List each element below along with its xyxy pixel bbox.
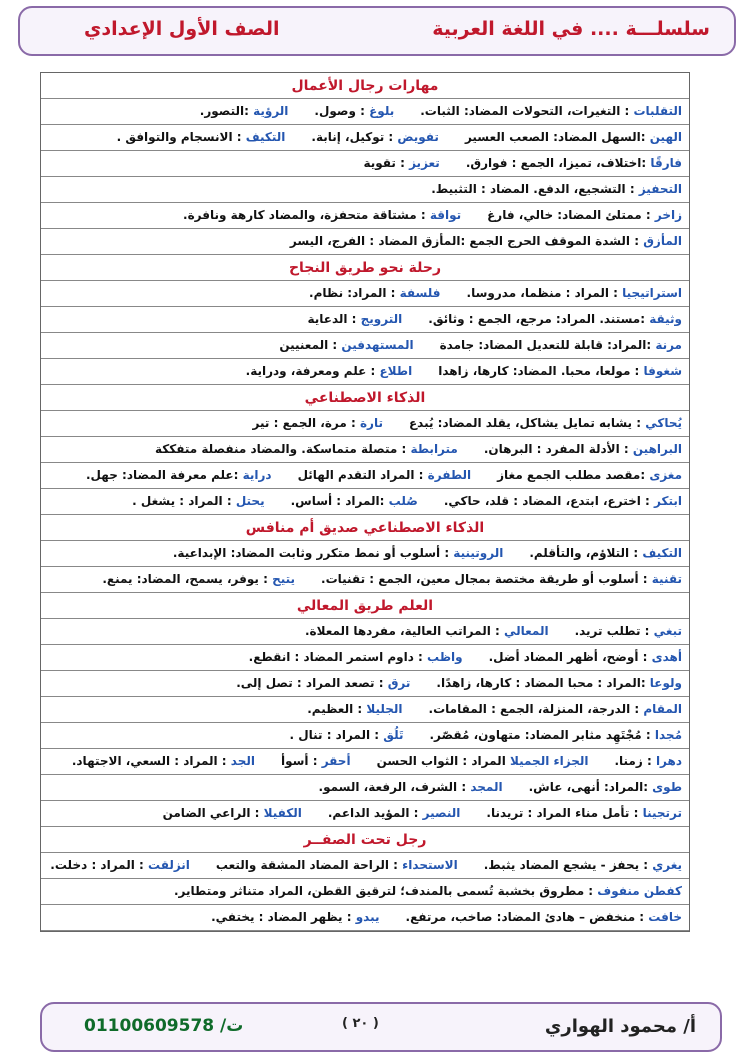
- vocab-term: ترق: [387, 676, 411, 690]
- section-title: العلم طريق المعالي: [41, 593, 689, 619]
- vocab-row: [41, 333, 689, 359]
- vocab-meaning: : العظيم.: [307, 702, 367, 716]
- author-name: أ/ محمود الهواري: [544, 1016, 696, 1037]
- vocab-term: فلسفة: [399, 286, 441, 300]
- vocab-term: التقلبات: [633, 104, 682, 118]
- vocab-meaning: : الشدة الموقف الحرج الجمع :المأزق المضاد : الفرج، اليسر: [289, 234, 644, 248]
- vocab-term: يحتل: [235, 494, 265, 508]
- vocab-row: [41, 307, 689, 333]
- vocab-row: [41, 567, 689, 593]
- vocab-meaning: : توكيل، إنابة.: [311, 130, 398, 144]
- vocab-meaning: : مرة، الجمع : تير: [252, 416, 360, 430]
- vocab-meaning: : زمنا.: [614, 754, 656, 768]
- vocab-row: [41, 671, 689, 697]
- vocab-row: [41, 723, 689, 749]
- page-header: [18, 6, 736, 56]
- vocab-meaning: : المراد : منظما، مدروسا.: [466, 286, 623, 300]
- vocab-term: انزلقت: [147, 858, 190, 872]
- series-title: سلسلـــة .... في اللغة العربية: [432, 18, 710, 40]
- vocab-term: الترويج: [360, 312, 403, 326]
- vocab-term: الطفرة: [427, 468, 472, 482]
- vocab-term: يتيح: [272, 572, 296, 586]
- vocab-row: [41, 879, 689, 905]
- vocab-row: [41, 177, 689, 203]
- vocab-term: المجد: [470, 780, 503, 794]
- vocab-meaning: : المراد : دخلت.: [50, 858, 148, 872]
- vocab-meaning: : الدعاية: [307, 312, 361, 326]
- vocab-row: [41, 125, 689, 151]
- vocab-meaning: :السهل المضاد: الصعب العسير: [464, 130, 650, 144]
- vocab-row: [41, 801, 689, 827]
- vocab-meaning: : أسلوب أو نمط متكرر وثابت المضاد: الإبداعية.: [172, 546, 454, 560]
- vocab-row: [41, 229, 689, 255]
- grade-title: الصف الأول الإعدادي: [84, 18, 280, 40]
- vocab-row: [41, 411, 689, 437]
- vocab-term: تبغي: [653, 624, 682, 638]
- vocab-term: تقنية: [651, 572, 682, 586]
- vocab-term: واظب: [427, 650, 463, 664]
- vocab-term: أهدى: [651, 650, 682, 664]
- vocab-term: الروتينية: [453, 546, 504, 560]
- vocab-meaning: : الراحة المضاد المشقة والتعب: [215, 858, 403, 872]
- vocab-meaning: : المعنيين: [279, 338, 342, 352]
- vocab-term: الجليلا: [366, 702, 403, 716]
- vocab-term: النصير: [422, 806, 461, 820]
- vocab-term: فارقًا: [650, 156, 682, 170]
- vocab-term: بلوغ: [369, 104, 395, 118]
- vocab-term: ولوعا: [649, 676, 682, 690]
- page-footer: [40, 1002, 722, 1052]
- vocab-term: صُلب: [388, 494, 418, 508]
- vocab-term: التكيف: [642, 546, 682, 560]
- vocab-term: استراتيجيا: [622, 286, 682, 300]
- vocab-meaning: : تقوية: [363, 156, 410, 170]
- vocab-meaning: : يوفر، يسمح، المضاد: يمنع.: [102, 572, 273, 586]
- vocab-row: [41, 853, 689, 879]
- vocab-meaning: : المراد التقدم الهائل: [297, 468, 428, 482]
- vocab-row: [41, 489, 689, 515]
- vocab-meaning: : ممتلئ المضاد: خالي، فارغ: [487, 208, 655, 222]
- vocab-meaning: :المراد: أنهى، عاش.: [528, 780, 653, 794]
- vocab-term: يُحاكي: [645, 416, 682, 430]
- vocab-meaning: : الشرف، الرفعة، السمو.: [318, 780, 471, 794]
- vocab-row: [41, 905, 689, 931]
- vocab-row: [41, 99, 689, 125]
- vocab-row: [41, 775, 689, 801]
- section-title: مهارات رجال الأعمال: [41, 73, 689, 99]
- vocab-meaning: : المؤيد الداعم.: [327, 806, 423, 820]
- vocab-meaning: : اخترع، ابتدع، المضاد : قلد، حاكي.: [443, 494, 655, 508]
- vocab-meaning: : مطروق بخشبة تُسمى بالمندف؛ لترقيق القطن، المراد متناثر ومتطاير.: [174, 884, 598, 898]
- vocab-row: [41, 203, 689, 229]
- vocab-meaning: :التصور.: [199, 104, 254, 118]
- vocab-meaning: : مُجْتَهِد مثابر المضاد: متهاون، مُقصّر.: [429, 728, 655, 742]
- vocab-term: شغوفا: [643, 364, 682, 378]
- vocab-term: الكفيلا: [263, 806, 302, 820]
- vocab-meaning: : التغيرات، التحولات المضاد: الثبات.: [420, 104, 634, 118]
- page-number: ( ٢٠ ): [342, 1016, 379, 1031]
- vocab-term: مترابطة: [410, 442, 458, 456]
- vocab-term: المعالي: [503, 624, 549, 638]
- vocab-term: مرنة: [655, 338, 682, 352]
- vocab-meaning: : يظهر المضاد : يختفي.: [211, 910, 356, 924]
- vocab-row: [41, 749, 689, 775]
- vocab-meaning: : الراعي الضامن: [162, 806, 264, 820]
- vocab-row: [41, 463, 689, 489]
- vocab-row: [41, 437, 689, 463]
- vocab-term: كفطن منفوف: [597, 884, 682, 898]
- vocab-term: مُجدا: [654, 728, 682, 742]
- vocab-term: دهرا: [655, 754, 682, 768]
- vocab-meaning: : التشجيع، الدفع. المضاد : التثبيط.: [431, 182, 639, 196]
- vocab-term: ابتكر: [654, 494, 682, 508]
- vocab-meaning: :المراد : محبا المضاد : كارها، زاهدًا.: [436, 676, 650, 690]
- vocab-meaning: : مولعا، محبا. المضاد: كارها، زاهدا: [438, 364, 644, 378]
- vocab-term: البراهين: [632, 442, 682, 456]
- vocab-term: المستهدفين: [341, 338, 414, 352]
- vocab-term: الاستحداء: [402, 858, 458, 872]
- vocab-term: تواقة: [429, 208, 462, 222]
- vocab-term: ترتجينا: [642, 806, 682, 820]
- vocab-meaning: : المراد : السعي، الاجتهاد.: [71, 754, 231, 768]
- vocab-meaning: :المراد : أساس.: [290, 494, 389, 508]
- vocab-term: التكيف: [245, 130, 286, 144]
- vocab-meaning: : منخفض – هادئ المضاد: صاخب، مرتفع.: [405, 910, 649, 924]
- vocab-meaning: : وصول.: [314, 104, 370, 118]
- vocab-meaning: : يشابه تمايل يشاكل، يقلد المضاد: يُبدع: [408, 416, 646, 430]
- vocab-term: زاخر: [654, 208, 682, 222]
- vocab-term: أحقر: [321, 754, 351, 768]
- vocab-meaning: :مستند. المراد: مرجع، الجمع : وثائق.: [428, 312, 650, 326]
- vocab-term: التحفيز: [638, 182, 682, 196]
- vocab-meaning: : علم ومعرفة، ودراية.: [245, 364, 380, 378]
- vocab-meaning: : أوضح، أظهر المضاد أضل.: [488, 650, 652, 664]
- vocab-term: الجزاء الجميلا: [509, 754, 589, 768]
- vocab-meaning: : المراد: نظام.: [309, 286, 400, 300]
- vocab-term: مغزى: [649, 468, 682, 482]
- vocab-term: تارة: [359, 416, 383, 430]
- vocab-meaning: : تطلب تريد.: [574, 624, 654, 638]
- vocab-meaning: : تأمل مناء المراد : تريدنا.: [486, 806, 643, 820]
- section-title: رجل تحت الصفــر: [41, 827, 689, 853]
- vocab-row: [41, 619, 689, 645]
- vocab-term: اطلاع: [379, 364, 413, 378]
- vocab-term: دراية: [242, 468, 272, 482]
- vocab-meaning: : المراد : تنال .: [289, 728, 384, 742]
- vocab-meaning: :علم معرفة المضاد: جهل.: [86, 468, 243, 482]
- vocab-meaning: : المراتب العالية، مفردها المعلاة.: [304, 624, 504, 638]
- vocab-term: تَلُق: [383, 728, 404, 742]
- vocab-term: الرؤية: [253, 104, 289, 118]
- vocab-meaning: : التلاؤم، والتأقلم.: [529, 546, 643, 560]
- vocab-meaning: المراد : الثواب الحسن: [376, 754, 510, 768]
- section-title: رحلة نحو طريق النجاح: [41, 255, 689, 281]
- vocab-term: المأزق: [643, 234, 682, 248]
- vocab-meaning: : المراد : يشغل .: [132, 494, 236, 508]
- vocab-meaning: :مقصد مطلب الجمع مغاز: [497, 468, 650, 482]
- vocabulary-table: [40, 72, 690, 932]
- vocab-term: يغري: [652, 858, 682, 872]
- vocab-meaning: : الدرجة، المنزلة، الجمع : المقامات.: [428, 702, 644, 716]
- vocab-meaning: : الأدلة المفرد : البرهان.: [483, 442, 633, 456]
- vocab-meaning: : داوم استمر المضاد : انقطع.: [248, 650, 428, 664]
- section-title: الذكاء الاصطناعي صديق أم منافس: [41, 515, 689, 541]
- vocab-meaning: : الانسجام والتوافق .: [116, 130, 246, 144]
- vocab-row: [41, 541, 689, 567]
- vocab-term: خافت: [648, 910, 682, 924]
- vocab-meaning: : أسلوب أو طريقة مختصة بمجال معين، الجمع : تقنيات.: [321, 572, 652, 586]
- vocab-row: [41, 151, 689, 177]
- vocab-term: تفويض: [397, 130, 439, 144]
- vocab-term: الهين: [649, 130, 682, 144]
- vocab-meaning: : يحفز - يشجع المضاد يثبط.: [483, 858, 653, 872]
- vocab-row: [41, 645, 689, 671]
- phone-number: ت/ 01100609578: [84, 1016, 244, 1036]
- vocab-term: يبدو: [355, 910, 380, 924]
- vocab-meaning: :المراد: قابلة للتعديل المضاد: جامدة: [439, 338, 656, 352]
- vocab-term: الجد: [230, 754, 255, 768]
- vocab-term: وثيقة: [649, 312, 682, 326]
- vocab-row: [41, 697, 689, 723]
- vocab-term: تعزيز: [409, 156, 440, 170]
- vocab-row: [41, 359, 689, 385]
- vocab-meaning: : متصلة متماسكة. والمضاد منفصلة متفككة: [155, 442, 411, 456]
- vocab-row: [41, 281, 689, 307]
- vocab-term: طوى: [652, 780, 682, 794]
- vocab-term: المقام: [643, 702, 682, 716]
- section-title: الذكاء الاصطناعي: [41, 385, 689, 411]
- vocab-meaning: : تصعد المراد : تصل إلى.: [236, 676, 388, 690]
- vocab-meaning: : مشتاقة متحفزة، والمضاد كارهة ونافرة.: [183, 208, 430, 222]
- vocab-meaning: : أسوأ: [280, 754, 322, 768]
- vocab-meaning: :اختلاف، تميزا، الجمع : فوارق.: [465, 156, 651, 170]
